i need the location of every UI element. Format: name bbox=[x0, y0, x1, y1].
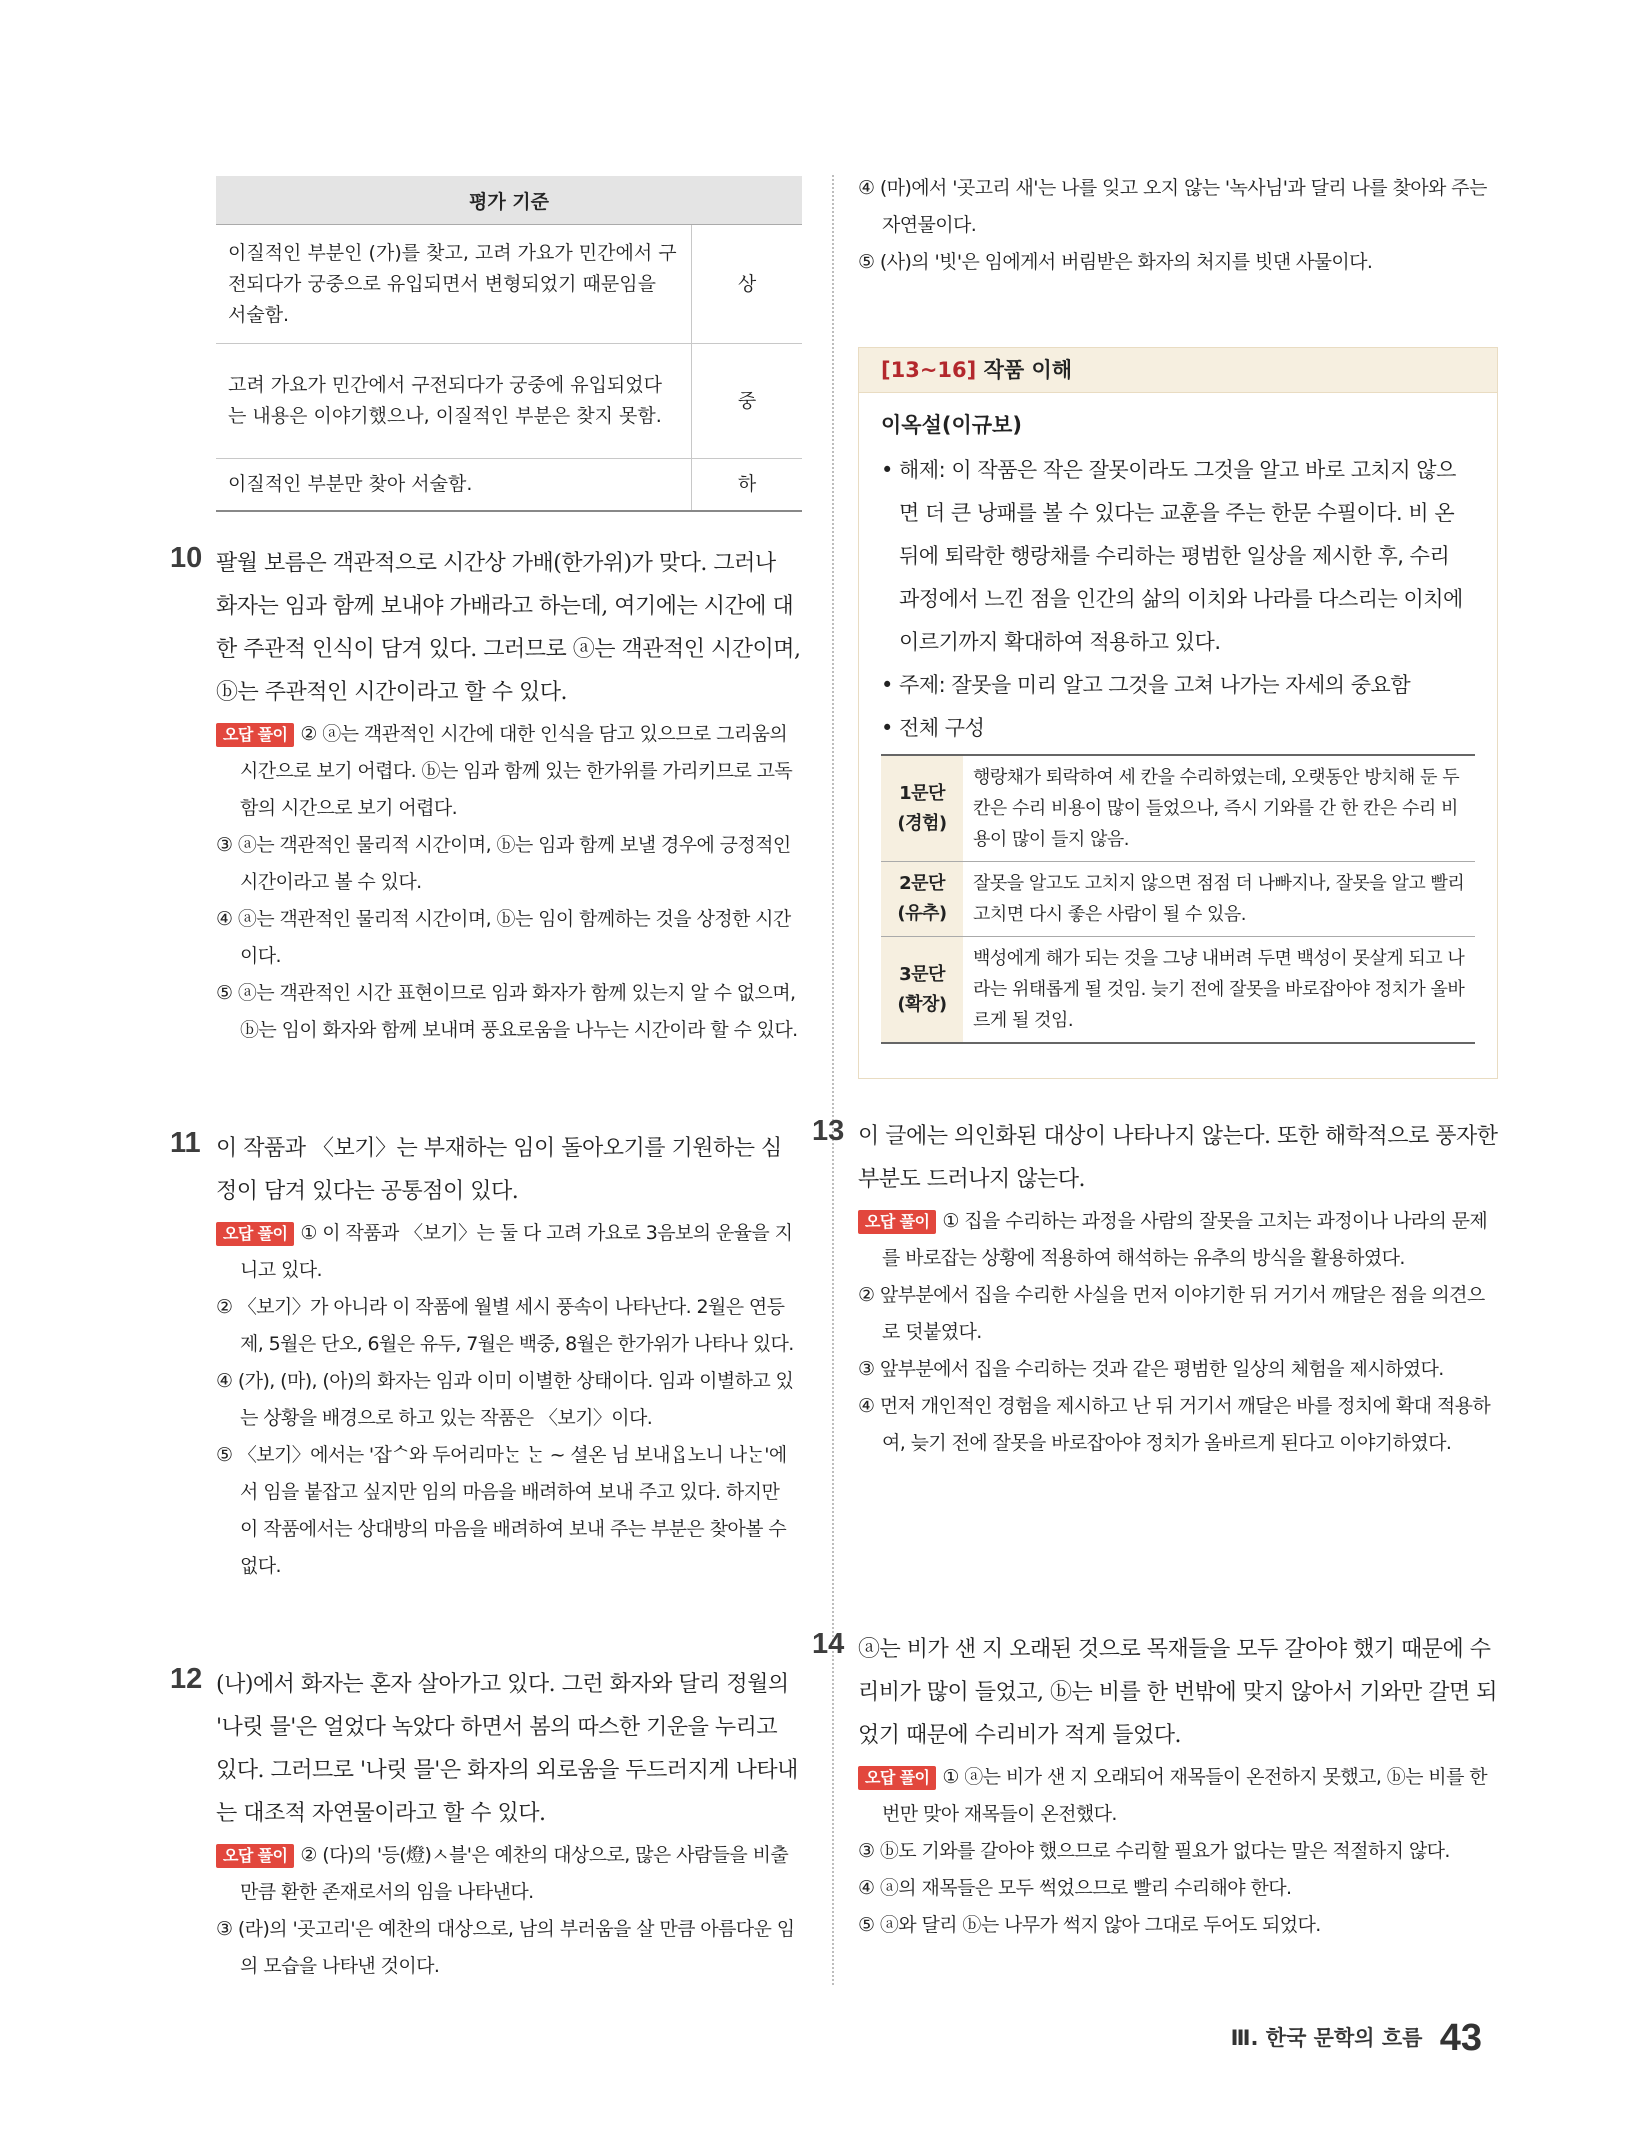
structure-row bbox=[881, 862, 1475, 937]
explanation-item: ④ (마)에서 '곳고리 새'는 나를 잊고 오지 않는 '녹사님'과 달리 나를 찾아와 주는 자연물이다. bbox=[858, 177, 1487, 236]
question-number: 11 bbox=[170, 1127, 201, 1159]
evaluation-table-header: 평가 기준 bbox=[216, 176, 802, 225]
question-number: 10 bbox=[170, 542, 203, 574]
explanation-item: ① 집을 수리하는 과정을 사람의 잘못을 고치는 과정이나 나라의 문제를 바로잡는 상황에 적용하여 해석하는 유추의 방식을 활용하였다. bbox=[882, 1210, 1488, 1269]
wrong-answer-explanation bbox=[216, 1215, 802, 1585]
page-footer bbox=[1231, 2017, 1482, 2060]
column-divider bbox=[832, 175, 834, 1985]
wrong-answer-badge: 오답 풀이 bbox=[216, 723, 294, 747]
answer-text: (나)에서 화자는 혼자 살아가고 있다. 그런 화자와 달리 정월의 '나릿 믈'은 얼었다 녹았다 하면서 봄의 따스한 기운을 누리고 있다. 그러므로 '나릿 믈'은 화자의 외로움을 두드러지게 나타내는 대조적 자연물이라고 할 수 있다. bbox=[216, 1672, 798, 1826]
explanation-item: ③ (라)의 '곳고리'은 예찬의 대상으로, 남의 부러움을 살 만큼 아름다운 임의 모습을 나타낸 것이다. bbox=[216, 1918, 795, 1977]
question-range: [13~16] bbox=[881, 358, 977, 382]
explanation-item: ④ ⓐ의 재목들은 모두 썩었으므로 빨리 수리해야 한다. bbox=[858, 1877, 1292, 1899]
wrong-answer-explanation bbox=[216, 1837, 802, 1985]
paragraph-summary: 잘못을 알고도 고치지 않으면 점점 더 나빠지나, 잘못을 알고 빨리 고치면 다시 좋은 사람이 될 수 있음. bbox=[963, 862, 1475, 937]
answer-text: 이 글에는 의인화된 대상이 나타나지 않는다. 또한 해학적으로 풍자한 부분도 드러나지 않는다. bbox=[858, 1124, 1498, 1192]
bullet-structure: • 전체 구성 bbox=[881, 716, 985, 740]
wrong-answer-badge: 오답 풀이 bbox=[216, 1844, 294, 1868]
question-number: 13 bbox=[812, 1115, 845, 1147]
explanation-item: ④ ⓐ는 객관적인 물리적 시간이며, ⓑ는 임이 함께하는 것을 상정한 시간이다. bbox=[216, 908, 791, 967]
question-13 bbox=[812, 1115, 1498, 1462]
explanation-item: ③ ⓐ는 객관적인 물리적 시간이며, ⓑ는 임과 함께 보낼 경우에 긍정적인 시간이라고 볼 수 있다. bbox=[216, 834, 791, 893]
page-number: 43 bbox=[1439, 2017, 1482, 2059]
answer-text: 팔월 보름은 객관적으로 시간상 가배(한가위)가 맞다. 그러나 화자는 임과 함께 보내야 가배라고 하는데, 여기에는 시간에 대한 주관적 인식이 담겨 있다. 그러므로 ⓐ는 객관적인 시간이며, ⓑ는 주관적인 시간이라고 할 수 있다. bbox=[216, 551, 801, 705]
question-number: 14 bbox=[812, 1628, 845, 1660]
answer-text: ⓐ는 비가 샌 지 오래된 것으로 목재들을 모두 갈아야 했기 때문에 수리비가 많이 들었고, ⓑ는 비를 한 번밖에 맞지 않아서 기와만 갈면 되었기 때문에 수리비가 적게 들었다. bbox=[858, 1637, 1497, 1748]
paragraph-summary: 행랑채가 퇴락하여 세 칸을 수리하였는데, 오랫동안 방치해 둔 두 칸은 수리 비용이 많이 들었으나, 즉시 기와를 간 한 칸은 수리 비용이 많이 들지 않음. bbox=[963, 755, 1475, 862]
explanation-item: ② ⓐ는 객관적인 시간에 대한 인식을 담고 있으므로 그리움의 시간으로 보기 어렵다. ⓑ는 임과 함께 있는 한가위를 가리키므로 고독함의 시간으로 보기 어렵다. bbox=[240, 723, 793, 819]
question-number: 12 bbox=[170, 1663, 203, 1695]
wrong-answer-explanation bbox=[858, 1759, 1498, 1944]
paragraph-tag: 1문단 (경험) bbox=[881, 755, 963, 862]
evaluation-table bbox=[216, 176, 802, 512]
wrong-answer-badge: 오답 풀이 bbox=[858, 1210, 936, 1234]
criterion-cell: 이질적인 부분인 (가)를 찾고, 고려 가요가 민간에서 구전되다가 궁중으로 유입되면서 변형되었기 때문임을 서술함. bbox=[216, 225, 692, 344]
explanation-item: ③ 앞부분에서 집을 수리하는 것과 같은 평범한 일상의 체험을 제시하였다. bbox=[858, 1358, 1444, 1380]
explanation-item: ③ ⓑ도 기와를 갈아야 했으므로 수리할 필요가 없다는 말은 적절하지 않다. bbox=[858, 1840, 1450, 1862]
answer-text: 이 작품과 〈보기〉는 부재하는 임이 돌아오기를 기원하는 심정이 담겨 있다는 공통점이 있다. bbox=[216, 1136, 782, 1204]
question-10 bbox=[170, 542, 802, 1049]
explanation-item: ① ⓐ는 비가 샌 지 오래되어 재목들이 온전하지 못했고, ⓑ는 비를 한 번만 맞아 재목들이 온전했다. bbox=[882, 1766, 1488, 1825]
work-understanding-box bbox=[858, 347, 1498, 1079]
explanation-item: ⑤ ⓐ는 객관적인 시간 표현이므로 임과 화자가 함께 있는지 알 수 없으며, ⓑ는 임이 화자와 함께 보내며 풍요로움을 나누는 시간이라 할 수 있다. bbox=[216, 982, 798, 1041]
bullet-theme: • 주제: 잘못을 미리 알고 그것을 고쳐 나가는 자세의 중요함 bbox=[881, 673, 1411, 697]
explanation-item: ① 이 작품과 〈보기〉는 둘 다 고려 가요로 3음보의 운율을 지니고 있다. bbox=[240, 1222, 793, 1281]
explanation-item: ⑤ 〈보기〉에서는 '잡ᄉ와 두어리마ᄂᆞᆫ ᄂᆞᆫ ~ 셜온 님 보내ᄋᆞᆸ노니 나ᄂᆞᆫ'에서 임을 붙잡고 싶지만 임의 마음을 배려하여 보내 주고 있다. 하지만 이 작품에서는 상대방의 마음을 배려하여 보내 주는 부분은 찾아볼 수 없다. bbox=[216, 1444, 787, 1577]
explanation-item: ② 앞부분에서 집을 수리한 사실을 먼저 이야기한 뒤 거기서 깨달은 점을 의견으로 덧붙였다. bbox=[858, 1284, 1485, 1343]
explanation-item: ② (다)의 '등(燈)ㅅ블'은 예찬의 대상으로, 많은 사람들을 비출 만큼 환한 존재로서의 임을 나타낸다. bbox=[240, 1844, 789, 1903]
section-title: Ⅲ. 한국 문학의 흐름 bbox=[1230, 2026, 1423, 2050]
box-body bbox=[859, 393, 1497, 1044]
paragraph-summary: 백성에게 해가 되는 것을 그냥 내버려 두면 백성이 못살게 되고 나라는 위태롭게 될 것임. 늦기 전에 잘못을 바로잡아야 정치가 올바르게 될 것임. bbox=[963, 937, 1475, 1044]
criterion-cell: 이질적인 부분만 찾아 서술함. bbox=[216, 459, 692, 512]
paragraph-tag: 2문단 (유추) bbox=[881, 862, 963, 937]
explanation-item: ④ 먼저 개인적인 경험을 제시하고 난 뒤 거기서 깨달은 바를 정치에 확대 적용하여, 늦기 전에 잘못을 바로잡아야 정치가 올바르게 된다고 이야기하였다. bbox=[858, 1395, 1491, 1454]
work-title: 이옥설(이규보) bbox=[881, 413, 1022, 437]
explanation-item: ④ (가), (마), (아)의 화자는 임과 이미 이별한 상태이다. 임과 이별하고 있는 상황을 배경으로 하고 있는 작품은 〈보기〉이다. bbox=[216, 1370, 794, 1429]
structure-row bbox=[881, 755, 1475, 862]
explanation-item: ② 〈보기〉가 아니라 이 작품에 월별 세시 풍속이 나타난다. 2월은 연등제, 5월은 단오, 6월은 유두, 7월은 백중, 8월은 한가위가 나타나 있다. bbox=[216, 1296, 794, 1355]
box-title: 작품 이해 bbox=[983, 358, 1073, 382]
structure-table bbox=[881, 754, 1475, 1044]
level-cell: 중 bbox=[692, 344, 803, 459]
wrong-answer-explanation bbox=[858, 1203, 1498, 1462]
explanation-item: ⑤ (사)의 '빗'은 임에게서 버림받은 화자의 처지를 빗댄 사물이다. bbox=[858, 251, 1373, 273]
criterion-cell: 고려 가요가 민간에서 구전되다가 궁중에 유입되었다는 내용은 이야기했으나, 이질적인 부분은 찾지 못함. bbox=[216, 344, 692, 459]
level-cell: 하 bbox=[692, 459, 803, 512]
bullet-summary: • 해제: 이 작품은 작은 잘못이라도 그것을 알고 바로 고치지 않으면 더 큰 낭패를 볼 수 있다는 교훈을 주는 한문 수필이다. 비 온 뒤에 퇴락한 행랑채를 수리하는 평범한 일상을 제시한 후, 수리 과정에서 느낀 점을 인간의 삶의 이치와 나라를 다스리는 이치에 이르기까지 확대하여 적용하고 있다. bbox=[881, 458, 1463, 654]
wrong-answer-explanation bbox=[216, 716, 802, 1049]
question-14 bbox=[812, 1628, 1498, 1944]
question-11 bbox=[170, 1127, 802, 1585]
level-cell: 상 bbox=[692, 225, 803, 344]
wrong-answer-badge: 오답 풀이 bbox=[858, 1766, 936, 1790]
structure-row bbox=[881, 937, 1475, 1044]
wrong-answer-badge: 오답 풀이 bbox=[216, 1222, 294, 1246]
explanation-item: ⑤ ⓐ와 달리 ⓑ는 나무가 썩지 않아 그대로 두어도 되었다. bbox=[858, 1914, 1321, 1936]
box-header bbox=[859, 348, 1497, 393]
question-12 bbox=[170, 1663, 802, 1985]
question-12-continued bbox=[858, 170, 1498, 281]
paragraph-tag: 3문단 (확장) bbox=[881, 937, 963, 1044]
